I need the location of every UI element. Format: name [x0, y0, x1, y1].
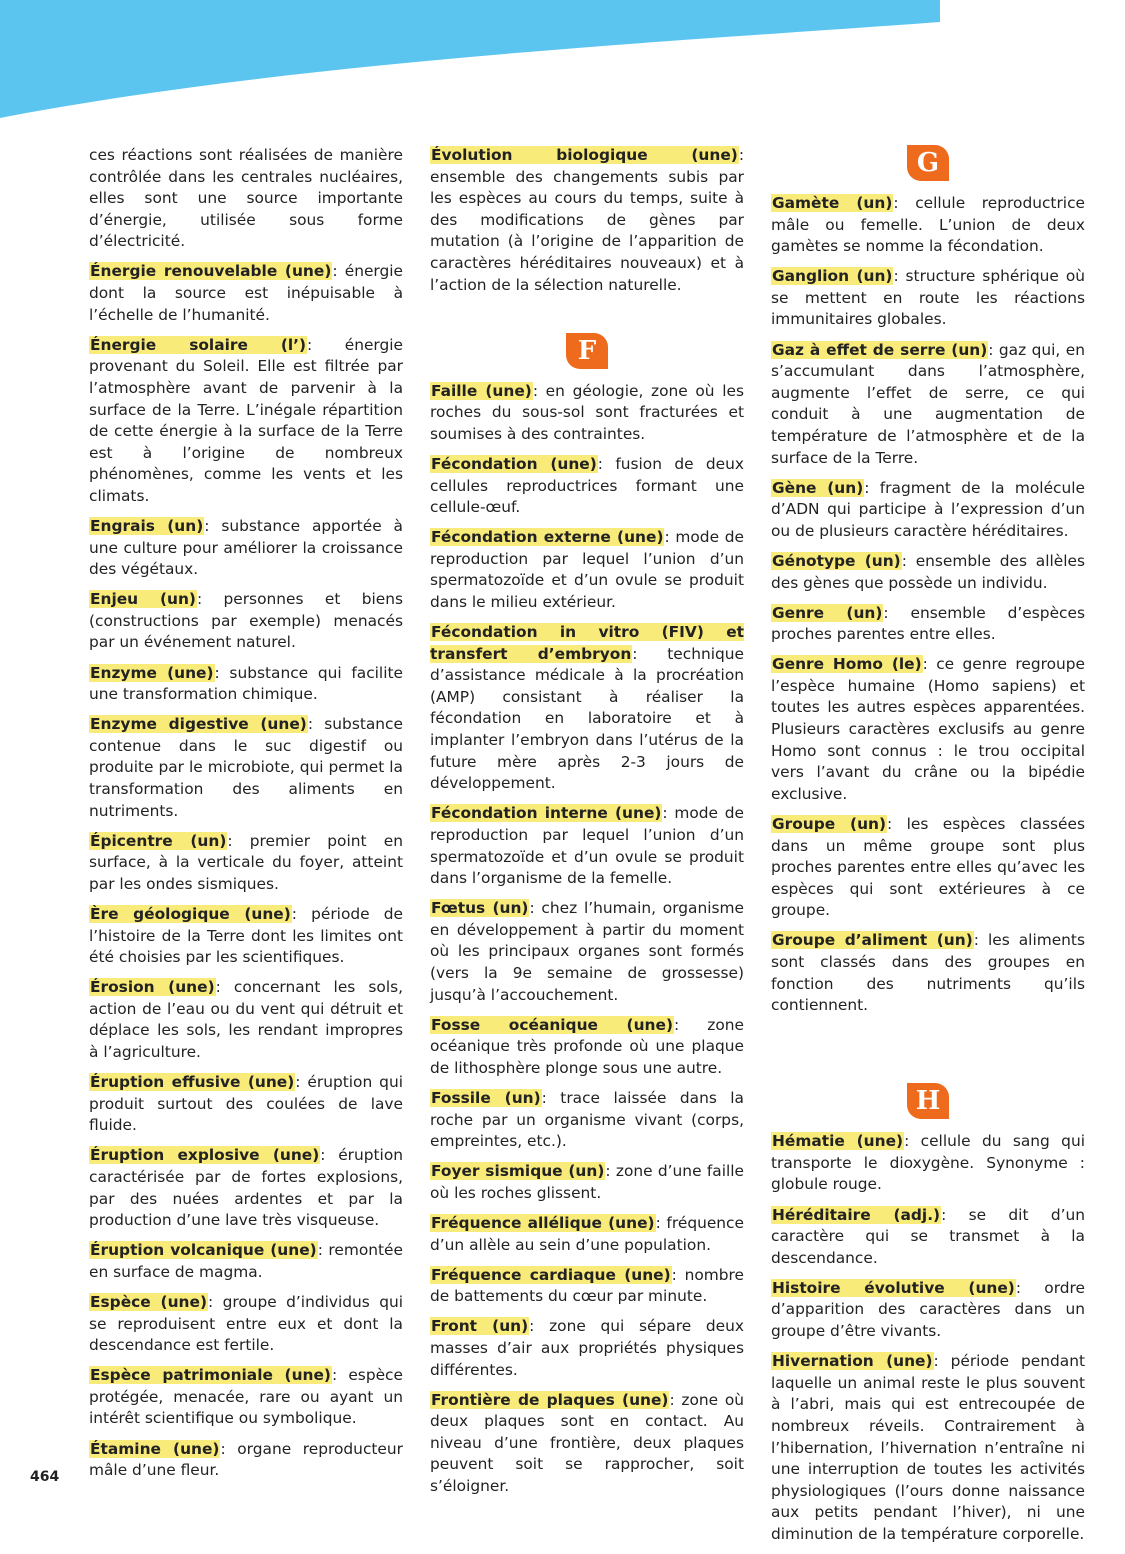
- entry-term: Éruption effusive (une): [90, 1073, 295, 1092]
- glossary-column-3: [771, 145, 1085, 1554]
- entry-term: Fécondation (une): [431, 454, 597, 473]
- entry-definition: : les aliments sont classés dans des groupes en fonction des nutriments qu’ils contiennent.: [771, 931, 1085, 1015]
- glossary-entry: [430, 1088, 744, 1153]
- entry-term: Épicentre (un): [90, 831, 227, 850]
- entry-definition: : fragment de la molécule d’ADN qui participe à l’expression d’un ou de plusieurs caractère héréditaires.: [771, 478, 1085, 540]
- entry-term: Génotype (un): [772, 551, 901, 570]
- glossary-entry: [430, 1161, 744, 1204]
- glossary-column-2: [430, 145, 744, 1506]
- glossary-entry: [89, 1292, 403, 1357]
- glossary-entry: [430, 1390, 744, 1498]
- entry-term: Groupe d’aliment (un): [772, 931, 973, 950]
- glossary-entry: [430, 622, 744, 795]
- entry-term: Enzyme (une): [90, 663, 214, 682]
- entry-term: Éruption volcanique (une): [90, 1241, 317, 1260]
- entry-term: Front (un): [431, 1317, 529, 1336]
- header-wave: [0, 0, 1125, 130]
- glossary-entry: [771, 930, 1085, 1016]
- entry-definition: : fréquence d’un allèle au sein d’une population.: [430, 1213, 744, 1254]
- glossary-column-1: [89, 145, 403, 1490]
- glossary-entry: [771, 1351, 1085, 1545]
- entry-definition: : en géologie, zone où les roches du sous-sol sont fracturées et soumises à des contraintes.: [430, 381, 744, 443]
- section-letter-h: H: [907, 1083, 949, 1119]
- entry-term: Fécondation interne (une): [431, 804, 662, 823]
- entry-term: Fosse océanique (une): [431, 1015, 673, 1034]
- glossary-entry: [89, 145, 403, 253]
- entry-definition: : organe reproducteur mâle d’une fleur.: [89, 1439, 403, 1480]
- entry-term: Énergie solaire (l’): [90, 335, 307, 354]
- glossary-entry: [771, 340, 1085, 470]
- glossary-entry: [89, 904, 403, 969]
- entry-definition: : remontée en surface de magma.: [89, 1241, 403, 1281]
- entry-definition: : zone océanique très profonde où une plaque de lithosphère plonge sous une autre.: [430, 1015, 745, 1077]
- entry-definition: : période pendant laquelle un animal reste le plus souvent à l’abri, mais qui est entrecoupée de nombreux réveils. Contrairement à l’hibernation, l’hivernation n’entraîne ni une interruption de toutes les activités physiologiques (l’ours donne naissance aux petits pendant l’hiver), ni une diminution de la température corporelle.: [771, 1352, 1085, 1543]
- entry-definition: : ordre d’apparition des caractères dans un groupe d’être vivants.: [771, 1278, 1085, 1341]
- entry-term: Fréquence allélique (une): [431, 1213, 655, 1232]
- glossary-entry: [771, 193, 1085, 258]
- entry-definition: : ensemble des allèles des gènes que possède un individu.: [771, 551, 1085, 592]
- glossary-entry: [89, 261, 403, 326]
- entry-term: Ganglion (un): [772, 267, 893, 286]
- glossary-entry: [89, 1145, 403, 1231]
- entry-term: Fécondation in vitro (FIV) et transfert d’embryon: [430, 623, 744, 663]
- entry-term: Faille (une): [431, 381, 532, 400]
- entry-definition: : structure sphérique où se mettent en route les réactions immunitaires globales.: [771, 267, 1085, 329]
- entry-definition: : ce genre regroupe l’espèce humaine (Homo sapiens) et toutes les autres espèces apparentées. Plusieurs caractères exclusifs au genre Homo sont connus : le trou occipital vers l’avant du crâne ou la bipédie exclusive.: [771, 655, 1085, 803]
- entry-definition: : zone d’une faille où les roches glissent.: [430, 1162, 744, 1202]
- glossary-entry: [771, 603, 1085, 646]
- page-number: 464: [30, 1469, 60, 1485]
- entry-definition: : période de l’histoire de la Terre dont les limites ont été choisies par les scientifiques.: [89, 905, 403, 967]
- entry-definition: : fusion de deux cellules reproductrices formant une cellule-œuf.: [430, 454, 745, 517]
- section-spacer: [771, 1025, 1085, 1083]
- glossary-entry: [771, 1278, 1085, 1343]
- entry-definition: : nombre de battements du cœur par minute.: [430, 1265, 744, 1306]
- glossary-entry: [771, 1205, 1085, 1270]
- glossary-entry: [771, 478, 1085, 543]
- entry-definition: : éruption qui produit surtout des coulées de lave fluide.: [89, 1073, 403, 1135]
- entry-definition: : ensemble des changements subis par les espèces au cours du temps, suite à des modifications de gènes par mutation (à l’origine de l’apparition de caractères héréditaires nouveaux) et à l’action de la sélection naturelle.: [430, 146, 744, 294]
- entry-definition: : cellule du sang qui transporte le dioxygène. Synonyme : globule rouge.: [771, 1132, 1085, 1194]
- entry-definition: : concernant les sols, action de l’eau ou du vent qui détruit et déplace les sols, les rendant impropres à l’agriculture.: [89, 978, 404, 1062]
- section-letter-f: F: [566, 333, 608, 369]
- entry-definition: : gaz qui, en s’accumulant dans l’atmosphère, augmente l’effet de serre, ce qui conduit à une augmentation de température de l’atmosphère et de la surface de la Terre.: [771, 340, 1085, 467]
- glossary-entry: [771, 814, 1085, 922]
- section-letter-g: G: [907, 145, 949, 181]
- entry-term: Hivernation (une): [772, 1352, 933, 1371]
- entry-term: Groupe (un): [772, 814, 887, 833]
- entry-term: Fréquence cardiaque (une): [431, 1265, 671, 1284]
- entry-definition: : groupe d’individus qui se reproduisent entre eux et dont la descendance est fertile.: [89, 1293, 403, 1355]
- glossary-entry: [89, 335, 403, 508]
- entry-definition: : mode de reproduction par lequel l’union d’un spermatozoïde et d’un ovule se produit dans le milieu extérieur.: [430, 528, 744, 611]
- entry-term: Énergie renouvelable (une): [90, 262, 332, 281]
- entry-definition: : énergie dont la source est inépuisable à l’échelle de l’humanité.: [89, 262, 404, 324]
- entry-definition: : chez l’humain, organisme en développement à partir du moment où les principaux organes sont formés (vers la 9e semaine de grossesse) jusqu’à l’accouchement.: [430, 899, 744, 1004]
- entry-term: Engrais (un): [90, 517, 204, 535]
- glossary-entry: [89, 516, 403, 581]
- entry-term: Éruption explosive (une): [90, 1146, 320, 1165]
- entry-definition: : ensemble d’espèces proches parentes entre elles.: [771, 603, 1085, 644]
- glossary-entry: [771, 551, 1085, 594]
- glossary-entry: [89, 1439, 403, 1482]
- entry-definition: : espèce protégée, menacée, rare ou ayant un intérêt scientifique ou symbolique.: [89, 1366, 403, 1428]
- entry-term: Espèce (une): [90, 1293, 207, 1311]
- entry-term: Frontière de plaques (une): [431, 1390, 669, 1409]
- glossary-entry: [430, 527, 744, 613]
- entry-term: Évolution biologique (une): [431, 146, 738, 164]
- entry-definition: : technique d’assistance médicale à la procréation (AMP) consistant à réaliser la fécondation en laboratoire et à implanter l’embryon dans l’utérus de la future mère après 2-3 jours de développement.: [430, 644, 744, 793]
- header-wave-shape: [0, 0, 940, 118]
- glossary-entry: [430, 898, 744, 1006]
- entry-term: Genre (un): [772, 603, 883, 622]
- entry-definition: : cellule reproductrice mâle ou femelle. L’union de deux gamètes se nomme la fécondation.: [771, 194, 1085, 256]
- glossary-entry: [89, 977, 403, 1063]
- entry-term: Enzyme digestive (une): [90, 715, 307, 734]
- entry-term: Gamète (un): [772, 194, 893, 212]
- glossary-entry: [430, 145, 744, 296]
- glossary-entry: [430, 803, 744, 889]
- entry-definition: : les espèces classées dans un même groupe sont plus proches parentes entre elles qu’avec les espèces qui sont extérieures à ce groupe.: [771, 814, 1085, 920]
- glossary-entry: [771, 266, 1085, 331]
- entry-definition: : substance qui facilite une transformation chimique.: [89, 663, 403, 704]
- entry-definition: ces réactions sont réalisées de manière contrôlée dans les centrales nucléaires, elles sont une source importante d’énergie, utilisée sous forme d’électricité.: [89, 146, 403, 251]
- entry-definition: : zone qui sépare deux masses d’air aux propriétés physiques différentes.: [430, 1317, 744, 1379]
- glossary-entry: [771, 1131, 1085, 1196]
- glossary-entry: [89, 1072, 403, 1137]
- entry-definition: : éruption caractérisée par de fortes explosions, par des nuées ardentes et par la production d’une lave très visqueuse.: [89, 1146, 403, 1230]
- glossary-entry: [89, 589, 403, 654]
- entry-term: Fécondation externe (une): [431, 528, 664, 547]
- entry-term: Héréditaire (adj.): [772, 1205, 941, 1224]
- section-gap: [430, 369, 744, 381]
- glossary-entry: [430, 1316, 744, 1381]
- entry-definition: : premier point en surface, à la verticale du foyer, atteint par les ondes sismiques.: [89, 831, 403, 893]
- entry-term: Hématie (une): [772, 1132, 904, 1151]
- entry-definition: : se dit d’un caractère qui se transmet à la descendance.: [771, 1205, 1085, 1267]
- entry-term: Histoire évolutive (une): [772, 1278, 1015, 1297]
- entry-definition: : personnes et biens (constructions par exemple) menacés par un événement naturel.: [89, 590, 403, 652]
- entry-term: Gaz à effet de serre (un): [772, 340, 988, 359]
- entry-term: Fossile (un): [431, 1088, 541, 1107]
- glossary-entry: [430, 1015, 744, 1080]
- entry-definition: : substance apportée à une culture pour améliorer la croissance des végétaux.: [89, 517, 403, 579]
- glossary-entry: [771, 654, 1085, 805]
- entry-term: Étamine (une): [90, 1439, 220, 1458]
- entry-term: Foyer sismique (un): [431, 1162, 605, 1181]
- entry-term: Espèce patrimoniale (une): [90, 1366, 331, 1385]
- glossary-entry: [430, 1213, 744, 1256]
- entry-definition: : zone où deux plaques sont en contact. Au niveau d’une frontière, deux plaques peuvent soit se rapprocher, soit s’éloigner.: [430, 1390, 745, 1495]
- glossary-entry: [430, 381, 744, 446]
- glossary-entry: [89, 1240, 403, 1283]
- entry-definition: : substance contenue dans le suc digestif ou produite par le microbiote, qui permet la transformation des aliments en nutriments.: [89, 715, 403, 820]
- entry-term: Genre Homo (le): [772, 655, 922, 674]
- entry-definition: : énergie provenant du Soleil. Elle est filtrée par l’atmosphère avant de parvenir à la surface de la Terre. L’inégale répartition de cette énergie à la surface de la Terre est à l’origine de nombreux phénomènes, comme les vents et les climats.: [89, 335, 403, 505]
- entry-term: Fœtus (un): [431, 899, 529, 918]
- glossary-entry: [89, 663, 403, 706]
- glossary-entry: [89, 831, 403, 896]
- section-gap: [771, 1119, 1085, 1131]
- entry-term: Érosion (une): [90, 978, 215, 997]
- entry-term: Enjeu (un): [90, 590, 196, 609]
- glossary-entry: [89, 1365, 403, 1430]
- entry-term: Ère géologique (une): [90, 905, 291, 923]
- section-spacer: [430, 305, 744, 333]
- entry-definition: : mode de reproduction par lequel l’union d’un spermatozoïde et d’un ovule se produit dans l’organisme de la femelle.: [430, 804, 744, 888]
- entry-term: Gène (un): [772, 478, 864, 497]
- section-gap: [771, 181, 1085, 193]
- glossary-entry: [89, 714, 403, 822]
- glossary-entry: [430, 1265, 744, 1308]
- glossary-entry: [430, 454, 744, 519]
- entry-definition: : trace laissée dans la roche par un organisme vivant (corps, empreintes, etc.).: [430, 1088, 744, 1151]
